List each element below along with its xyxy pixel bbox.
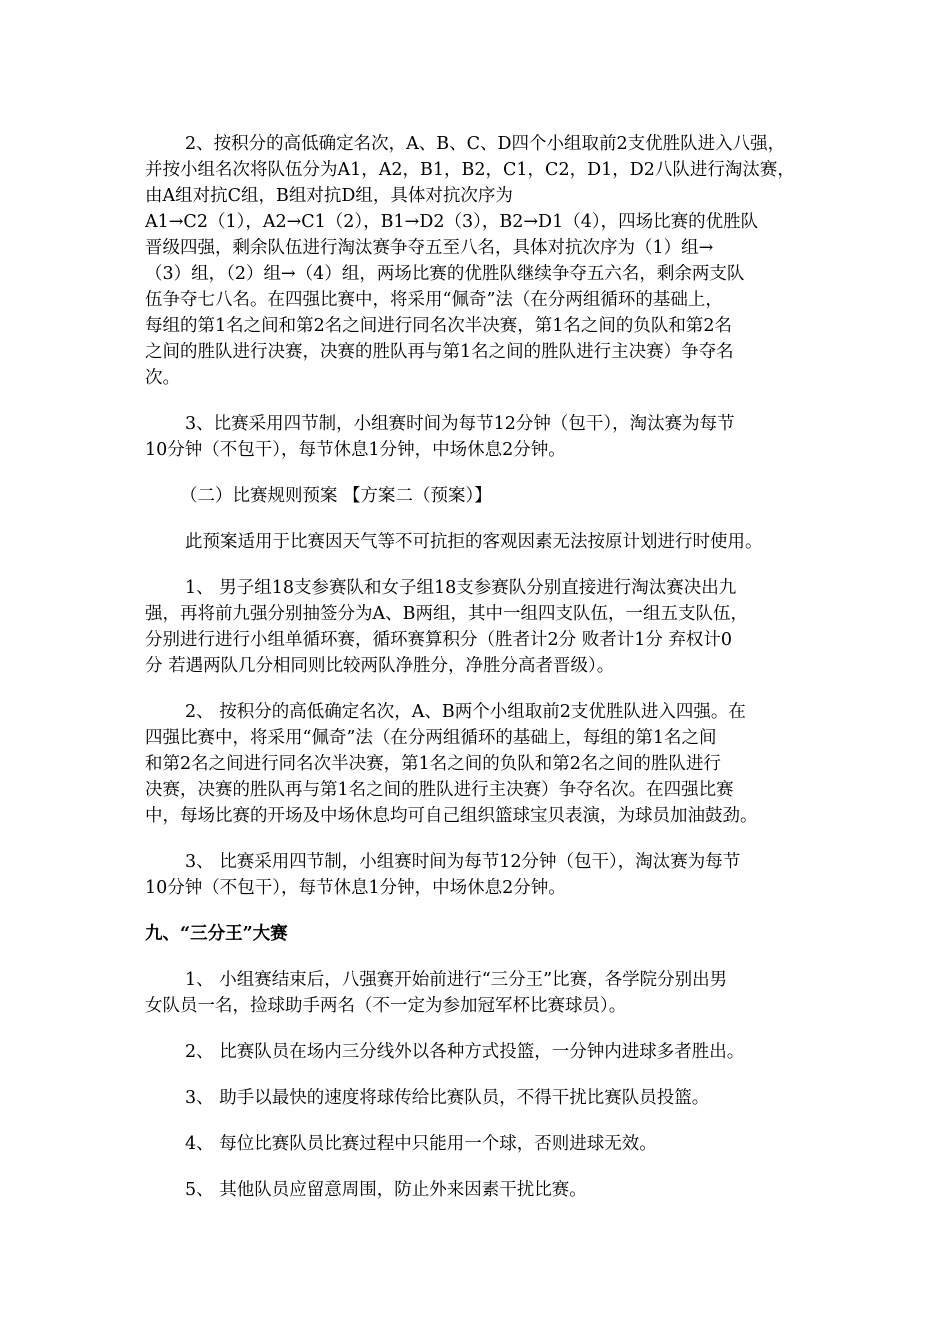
plan2-p3-line-1: 3、 比赛采用四节制，小组赛时间为每节12分钟（包干），淘汰赛为每节 [185,852,741,872]
plan2-intro: 此预案适用于比赛因天气等不可抗拒的客观因素无法按原计划进行时使用。 [185,532,763,552]
section9-item-3: 3、 助手以最快的速度将球传给比赛队员，不得干扰比赛队员投篮。 [185,1088,710,1108]
plan2-p3-line-2: 10分钟（不包干），每节休息1分钟，中场休息2分钟。 [145,878,566,898]
plan1-p2-line-6: （3）组，（2）组→（4）组，两场比赛的优胜队继续争夺五六名，剩余两支队 [145,264,745,284]
plan1-p2-line-7: 伍争夺七八名。在四强比赛中，将采用“佩奇”法（在分两组循环的基础上， [145,290,723,310]
plan1-p2-line-4: A1→C2（1），A2→C1（2），B1→D2（3），B2→D1（4），四场比赛的优胜队 [145,212,759,232]
plan2-p1-line-2: 强，再将前九强分别抽签分为A、B两组，其中一组四支队伍，一组五支队伍， [145,604,748,624]
plan1-p2-line-8: 每组的第1名之间和第2名之间进行同名次半决赛，第1名之间的负队和第2名 [145,316,733,336]
section9-item-5: 5、 其他队员应留意周围，防止外来因素干扰比赛。 [185,1180,587,1200]
plan1-p2-line-2: 并按小组名次将队伍分为A1，A2，B1，B2，C1，C2，D1，D2八队进行淘汰赛， [145,160,795,180]
plan2-p1-line-3: 分别进行进行小组单循环赛，循环赛算积分（胜者计2分 败者计1分 弃权计0 [145,630,733,650]
plan2-heading: （二）比赛规则预案 【方案二（预案）】 [180,486,492,506]
plan2-p2-line-1: 2、 按积分的高低确定名次，A、B两个小组取前2支优胜队进入四强。在 [185,702,746,722]
plan1-p2-line-5: 晋级四强，剩余队伍进行淘汰赛争夺五至八名，具体对抗次序为（1）组→ [145,238,714,258]
section9-p1-line-2: 女队员一名，捡球助手两名（不一定为参加冠军杯比赛球员）。 [145,996,627,1016]
plan2-p1-line-4: 分 若遇两队几分相同则比较两队净胜分，净胜分高者晋级）。 [145,656,615,676]
plan1-p3-line-1: 3、比赛采用四节制，小组赛时间为每节12分钟（包干），淘汰赛为每节 [185,414,735,434]
section9-item-2: 2、 比赛队员在场内三分线外以各种方式投篮，一分钟内进球多者胜出。 [185,1042,745,1062]
plan1-p2-line-10: 次。 [145,368,180,388]
plan1-p2-line-3: 由A组对抗C组，B组对抗D组，具体对抗次序为 [145,186,513,206]
plan2-p2-line-4: 决赛，决赛的胜队再与第1名之间的胜队进行主决赛）争夺名次。在四强比赛 [145,780,734,800]
section9-p1-line-1: 1、 小组赛结束后，八强赛开始前进行“三分王”比赛，各学院分别出男 [185,970,728,990]
plan1-p2-line-9: 之间的胜队进行决赛，决赛的胜队再与第1名之间的胜队进行主决赛）争夺名 [145,342,734,362]
plan1-p3-line-2: 10分钟（不包干），每节休息1分钟，中场休息2分钟。 [145,440,566,460]
plan2-p2-line-5: 中，每场比赛的开场及中场休息均可自己组织篮球宝贝表演，为球员加油鼓劲。 [145,806,758,826]
section9-heading: 九、“三分王”大赛 [145,924,288,944]
plan1-p2-line-1: 2、按积分的高低确定名次，A、B、C、D四个小组取前2支优胜队进入八强， [185,134,786,154]
plan2-p2-line-2: 四强比赛中，将采用“佩奇”法（在分两组循环的基础上，每组的第1名之间 [145,728,717,748]
plan2-p2-line-3: 和第2名之间进行同名次半决赛，第1名之间的负队和第2名之间的胜队进行 [145,754,721,774]
section9-item-4: 4、 每位比赛队员比赛过程中只能用一个球，否则进球无效。 [185,1134,657,1154]
plan2-p1-line-1: 1、 男子组18支参赛队和女子组18支参赛队分别直接进行淘汰赛决出九 [185,578,737,598]
